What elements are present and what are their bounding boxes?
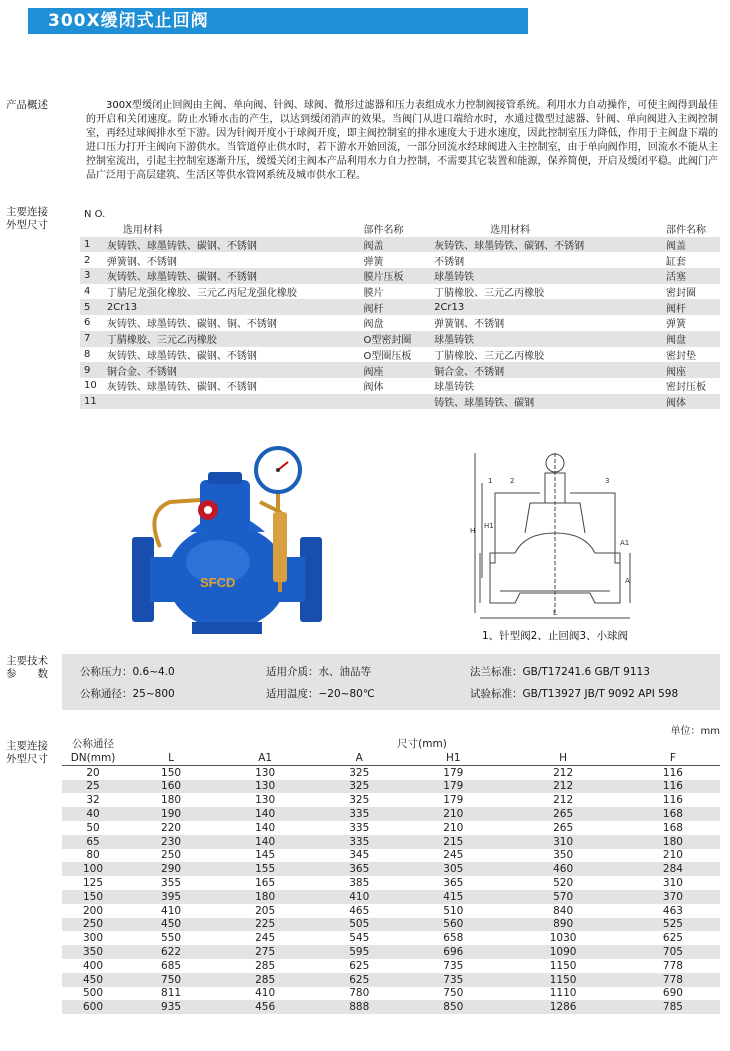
dims-cell: 690 — [662, 987, 683, 1000]
spec-pressure: 公称压力：0.6~4.0 — [80, 666, 175, 678]
header-material-2: 选用材料 — [490, 225, 531, 237]
dims-cell: 595 — [312, 945, 406, 959]
dims-cell: 890 — [500, 918, 625, 932]
dims-cell: 275 — [218, 945, 312, 959]
parts-cell-m2: 球墨铸铁 — [434, 382, 475, 394]
unit-label: 单位：mm — [670, 726, 720, 737]
label-line-2: 外型尺寸 — [6, 219, 48, 231]
dims-row — [62, 780, 720, 794]
dims-cell: 179 — [443, 766, 464, 779]
spec-flange: 法兰标准：GB/T17241.6 GB/T 9113 — [470, 666, 650, 678]
dims-cell: 505 — [312, 918, 406, 932]
dims-row — [62, 945, 720, 959]
parts-cell-p2: 弹簧 — [665, 319, 686, 331]
dims-cell: 1030 — [549, 932, 577, 945]
spec-test: 试验标准：GB/T13927 JB/T 9092 API 598 — [470, 688, 679, 700]
dims-cell: 168 — [626, 807, 720, 821]
parts-cell-p2: 阀体 — [662, 394, 720, 410]
dims-cell: 395 — [124, 890, 218, 904]
parts-cell-p2: 缸套 — [665, 256, 686, 268]
parts-cell-m1: 丁腈橡胶、三元乙丙橡胶 — [103, 331, 360, 347]
dims-cell: 1286 — [500, 1000, 625, 1014]
dims-cell: 180 — [218, 890, 312, 904]
dims-cell: 735 — [406, 973, 500, 987]
dims-cell: 1110 — [549, 987, 577, 1000]
dims-cell: 410 — [312, 890, 406, 904]
parts-cell-p1 — [359, 394, 430, 410]
dims-cell: 705 — [626, 945, 720, 959]
dims-cell: 155 — [218, 862, 312, 876]
dims-cell: 410 — [161, 904, 182, 917]
dims-cell: 696 — [406, 945, 500, 959]
dims-cell: 840 — [553, 904, 574, 917]
dims-cell: 450 — [124, 918, 218, 932]
overview-label: 产品概述 — [6, 99, 48, 111]
parts-row — [80, 378, 720, 394]
dims-cell: 545 — [349, 932, 370, 945]
svg-text:A1: A1 — [620, 539, 630, 547]
dims-cell: 290 — [124, 862, 218, 876]
size-header: 尺寸(mm) — [397, 738, 447, 750]
dims-cell: 168 — [662, 821, 683, 834]
dims-cell: 210 — [406, 807, 500, 821]
dims-cell: 335 — [349, 821, 370, 834]
parts-cell-m2: 2Cr13 — [430, 299, 662, 315]
dims-cell: 525 — [626, 918, 720, 932]
dims-cell: 265 — [553, 821, 574, 834]
dims-cell: 570 — [500, 890, 625, 904]
parts-cell-no: 9 — [80, 362, 103, 378]
parts-cell-p1: 膜片压板 — [359, 268, 430, 284]
parts-cell-p2: 阀杆 — [662, 299, 720, 315]
parts-cell-m1: 灰铸铁、球墨铸铁、碳钢、不锈钢 — [106, 382, 257, 394]
dims-cell: 350 — [62, 945, 124, 959]
dims-cell: 250 — [62, 918, 124, 932]
dims-row — [62, 765, 720, 779]
dims-cell: 460 — [500, 862, 625, 876]
dims-cell: 130 — [218, 780, 312, 794]
dims-cell: 180 — [626, 835, 720, 849]
dims-cell: 100 — [62, 862, 124, 876]
connection-dims-label — [6, 206, 48, 232]
dims-cell: 210 — [662, 849, 683, 862]
parts-cell-p2: 阀盘 — [662, 331, 720, 347]
parts-row — [80, 299, 720, 315]
dims-cell: 285 — [255, 959, 276, 972]
dims-cell: 305 — [406, 862, 500, 876]
dims-cell: 750 — [443, 987, 464, 1000]
dims-cell: 230 — [124, 835, 218, 849]
dim-col-header: H1 — [406, 751, 500, 765]
dims-cell: 212 — [500, 780, 625, 794]
dims-cell: 220 — [161, 821, 182, 834]
dims-row — [62, 835, 720, 849]
dims-cell: 179 — [406, 780, 500, 794]
dims-cell: 310 — [662, 877, 683, 890]
dims-row — [62, 849, 720, 863]
parts-cell-p1: 阀盘 — [363, 319, 384, 331]
dims-cell: 520 — [553, 877, 574, 890]
parts-cell-m1: 灰铸铁、球墨铸铁、碳钢、铜、不锈钢 — [106, 319, 277, 331]
parts-cell-m2: 球墨铸铁 — [430, 268, 662, 284]
conn2-label — [6, 740, 48, 766]
parts-cell-p2: 阀座 — [662, 362, 720, 378]
dims-cell: 625 — [662, 932, 683, 945]
header-part-2: 部件名称 — [665, 225, 706, 237]
parts-row — [80, 315, 720, 331]
dims-cell: 165 — [255, 877, 276, 890]
dims-cell: 325 — [312, 780, 406, 794]
dims-cell: 250 — [161, 849, 182, 862]
dims-row — [62, 931, 720, 945]
svg-text:2: 2 — [510, 477, 515, 485]
dims-cell: 658 — [443, 932, 464, 945]
dims-cell: 463 — [662, 904, 683, 917]
parts-cell-no: 2 — [84, 254, 91, 266]
dims-cell: 785 — [626, 1000, 720, 1014]
parts-cell-p1: O型密封圈 — [359, 331, 430, 347]
dims-cell: 685 — [161, 959, 182, 972]
parts-cell-m1: 铜合金、不锈钢 — [103, 362, 360, 378]
dims-cell: 160 — [124, 780, 218, 794]
parts-row — [80, 394, 720, 410]
dims-cell: 450 — [62, 973, 124, 987]
parts-cell-p1: 弹簧 — [363, 256, 384, 268]
parts-table — [80, 207, 720, 409]
dims-cell: 365 — [312, 862, 406, 876]
tech-params-label — [6, 655, 48, 681]
parts-row — [80, 284, 720, 300]
header-material-1: 选用材料 — [122, 225, 163, 237]
label-line-2: 外型尺寸 — [6, 753, 48, 765]
spec-diameter: 公称通径：25~800 — [80, 688, 175, 700]
dim-col-header: A1 — [218, 751, 312, 765]
spec-medium: 适用介质：水、油品等 — [266, 666, 371, 678]
dims-cell: 130 — [255, 794, 276, 807]
page-title: 300X缓闭式止回阀 — [28, 8, 528, 34]
header-part-1: 部件名称 — [363, 225, 404, 237]
dims-cell: 560 — [406, 918, 500, 932]
parts-row — [80, 331, 720, 347]
dims-row — [62, 918, 720, 932]
parts-cell-no: 1 — [80, 237, 103, 253]
parts-row — [80, 347, 720, 363]
dims-cell: 935 — [124, 1000, 218, 1014]
dims-cell: 300 — [82, 932, 104, 945]
dims-cell: 245 — [255, 932, 276, 945]
spec-temperature: 适用温度：−20~80℃ — [266, 688, 375, 700]
parts-cell-m2: 灰铸铁、球墨铸铁、碳钢、不锈钢 — [430, 237, 662, 253]
dims-row — [62, 876, 720, 890]
dn-header-2: DN(mm) — [62, 751, 124, 765]
dims-cell: 625 — [312, 973, 406, 987]
parts-row — [80, 362, 720, 378]
parts-cell-no: 6 — [84, 317, 91, 329]
dim-col-header: F — [626, 751, 720, 765]
dims-row — [62, 1000, 720, 1014]
parts-cell-p2: 密封压板 — [665, 382, 706, 394]
label-line-2: 参 数 — [6, 668, 48, 680]
svg-text:H: H — [470, 527, 476, 535]
diagram-caption: 1、针型阀2、止回阀3、小球阀 — [482, 630, 629, 642]
dims-cell: 265 — [500, 807, 625, 821]
dims-row — [62, 890, 720, 904]
parts-cell-p1: 膜片 — [363, 288, 384, 300]
parts-row — [80, 252, 720, 268]
dims-cell: 150 — [161, 766, 182, 779]
parts-cell-m1: 灰铸铁、球墨铸铁、碳钢、不锈钢 — [103, 237, 360, 253]
dn-header-1: 公称通径 — [72, 738, 114, 750]
parts-cell-p2: 密封圈 — [665, 288, 696, 300]
dims-cell: 780 — [349, 987, 370, 1000]
parts-cell-m2: 球墨铸铁 — [430, 331, 662, 347]
dims-cell: 355 — [161, 877, 182, 890]
parts-cell-p2: 密封垫 — [665, 350, 696, 362]
dims-row — [62, 807, 720, 821]
dims-cell: 385 — [349, 877, 370, 890]
dims-cell: 850 — [406, 1000, 500, 1014]
dim-col-header: L — [124, 751, 218, 765]
dims-cell: 888 — [312, 1000, 406, 1014]
dims-cell: 310 — [500, 835, 625, 849]
parts-cell-m2: 弹簧钢、不锈钢 — [434, 319, 505, 331]
svg-text:3: 3 — [605, 477, 610, 485]
label-line-1: 主要连接 — [6, 740, 48, 752]
dims-cell: 205 — [255, 904, 276, 917]
dims-cell: 1090 — [500, 945, 625, 959]
parts-cell-m2: 丁腈橡胶、三元乙丙橡胶 — [434, 288, 545, 300]
dims-cell: 778 — [626, 973, 720, 987]
dims-cell: 1150 — [500, 973, 625, 987]
dims-cell: 140 — [218, 807, 312, 821]
parts-cell-m2: 铜合金、不锈钢 — [430, 362, 662, 378]
dim-col-header: A — [312, 751, 406, 765]
valve-photo — [130, 442, 325, 642]
svg-text:A: A — [625, 577, 630, 585]
dims-cell: 465 — [349, 904, 370, 917]
no-header: N O. — [84, 208, 106, 220]
dims-cell: 145 — [255, 849, 276, 862]
parts-cell-no: 10 — [84, 380, 97, 392]
dims-cell: 180 — [161, 794, 182, 807]
parts-cell-p2: 活塞 — [662, 268, 720, 284]
dims-cell: 335 — [312, 807, 406, 821]
dims-cell: 600 — [62, 1000, 124, 1014]
dims-cell: 622 — [124, 945, 218, 959]
parts-cell-p1: 阀盖 — [359, 237, 430, 253]
parts-cell-m1: 弹簧钢、不锈钢 — [106, 256, 177, 268]
dims-cell: 116 — [662, 766, 683, 779]
parts-row — [80, 268, 720, 284]
parts-cell-m2: 丁腈橡胶、三元乙丙橡胶 — [434, 350, 545, 362]
dims-cell: 735 — [443, 959, 464, 972]
dims-cell: 410 — [255, 987, 276, 1000]
dims-cell: 245 — [443, 849, 464, 862]
dims-cell: 625 — [349, 959, 370, 972]
dims-cell: 325 — [349, 766, 370, 779]
dims-row — [62, 959, 720, 973]
dims-row — [62, 973, 720, 987]
valve-schematic-diagram — [470, 443, 640, 623]
overview-text: 300X型缓闭止回阀由主阀、单向阀、针阀、球阀、微形过滤器和压力表组成水力控制阀接管系统。利用水力自动操作，可使主阀得到最佳的开启和关闭速度。防止水锤水击的产生，以达到缓闭消声的效果。当阀门从进口端给水时，水通过微型过滤器、针阀、单向阀进入主阀控制室，再经过球阀排水至下游。因为针阀开度小于球阀开度，即主阀控制室的排水速度大于进水速度，因此控制室压力降低，作用于主阀盘下端的进口压力打开主阀向下游供水。当管道停止供水时，若下游水开始回流，一部分回流水经球阀进入主控制室，由于单向阀作用，回流水不能从主控制室流出，引起主控制室逐渐升压，缓缓关闭主阀本产品利用水力自力控制，不需要其它装置和能源，保养简便，开启及缓闭平稳。此阀门产品广泛用于高层建筑、生活区等供水管网系统及城市供水工程。 — [86, 100, 718, 181]
dims-cell: 40 — [62, 807, 124, 821]
dim-col-header: H — [500, 751, 625, 765]
dims-cell: 80 — [86, 849, 100, 862]
dims-row — [62, 821, 720, 835]
dims-cell: 32 — [86, 794, 100, 807]
dims-cell: 415 — [406, 890, 500, 904]
dims-cell: 811 — [161, 987, 182, 1000]
dims-cell: 284 — [626, 862, 720, 876]
dims-cell: 350 — [553, 849, 574, 862]
dims-cell: 365 — [443, 877, 464, 890]
dims-cell: 140 — [255, 821, 276, 834]
valve-logo: SFCD — [200, 575, 236, 590]
svg-text:1: 1 — [488, 477, 493, 485]
dims-cell: 400 — [82, 959, 104, 972]
dims-cell: 179 — [443, 794, 464, 807]
parts-cell-no: 7 — [80, 331, 103, 347]
parts-cell-m1 — [103, 394, 360, 410]
parts-cell-no: 4 — [84, 286, 91, 298]
label-line-1: 主要连接 — [6, 206, 48, 218]
parts-cell-no: 11 — [80, 394, 103, 410]
dims-cell: 116 — [626, 780, 720, 794]
parts-cell-p1: 阀体 — [363, 382, 384, 394]
dims-row — [62, 793, 720, 807]
dims-cell: 116 — [662, 794, 683, 807]
dims-row — [62, 862, 720, 876]
dims-cell: 190 — [124, 807, 218, 821]
dims-row — [62, 904, 720, 918]
dims-row — [62, 987, 720, 1001]
dims-cell: 285 — [218, 973, 312, 987]
dims-cell: 212 — [553, 794, 574, 807]
dims-cell: 370 — [626, 890, 720, 904]
dims-cell: 65 — [62, 835, 124, 849]
dims-cell: 1150 — [549, 959, 577, 972]
parts-cell-no: 3 — [80, 268, 103, 284]
dims-cell: 210 — [443, 821, 464, 834]
svg-text:H1: H1 — [484, 522, 494, 530]
parts-cell-m2: 铸铁、球墨铸铁、碳钢 — [430, 394, 662, 410]
dims-cell: 50 — [86, 821, 100, 834]
dims-cell: 130 — [255, 766, 276, 779]
parts-cell-m1: 2Cr13 — [103, 299, 360, 315]
dims-cell: 212 — [553, 766, 574, 779]
dims-cell: 140 — [218, 835, 312, 849]
parts-row — [80, 237, 720, 253]
parts-cell-m1: 灰铸铁、球墨铸铁、碳钢、不锈钢 — [106, 350, 257, 362]
parts-cell-p2: 阀盖 — [662, 237, 720, 253]
dims-cell: 550 — [161, 932, 182, 945]
dims-cell: 125 — [82, 877, 104, 890]
parts-cell-m2: 不锈钢 — [434, 256, 465, 268]
dimensions-table — [62, 736, 720, 1014]
dims-cell: 25 — [62, 780, 124, 794]
dims-cell: 150 — [62, 890, 124, 904]
dims-cell: 325 — [349, 794, 370, 807]
spec-band — [62, 654, 720, 710]
parts-cell-m1: 灰铸铁、球墨铸铁、碳钢、不锈钢 — [103, 268, 360, 284]
dims-cell: 510 — [443, 904, 464, 917]
dims-cell: 500 — [82, 987, 104, 1000]
dims-cell: 215 — [406, 835, 500, 849]
dims-cell: 750 — [124, 973, 218, 987]
dims-cell: 200 — [82, 904, 104, 917]
svg-text:L: L — [553, 609, 557, 617]
parts-cell-p1: 阀座 — [359, 362, 430, 378]
parts-cell-no: 8 — [84, 348, 91, 360]
dims-cell: 345 — [349, 849, 370, 862]
dims-cell: 456 — [218, 1000, 312, 1014]
parts-cell-p1: 阀杆 — [359, 299, 430, 315]
parts-cell-no: 5 — [80, 299, 103, 315]
parts-cell-m1: 丁腈尼龙强化橡胶、三元乙丙尼龙强化橡胶 — [106, 288, 297, 300]
dims-cell: 778 — [662, 959, 683, 972]
dims-cell: 335 — [312, 835, 406, 849]
dims-cell: 20 — [86, 766, 100, 779]
dims-cell: 225 — [218, 918, 312, 932]
parts-cell-p1: O型圈压板 — [363, 350, 412, 362]
label-line-1: 主要技术 — [6, 655, 48, 667]
